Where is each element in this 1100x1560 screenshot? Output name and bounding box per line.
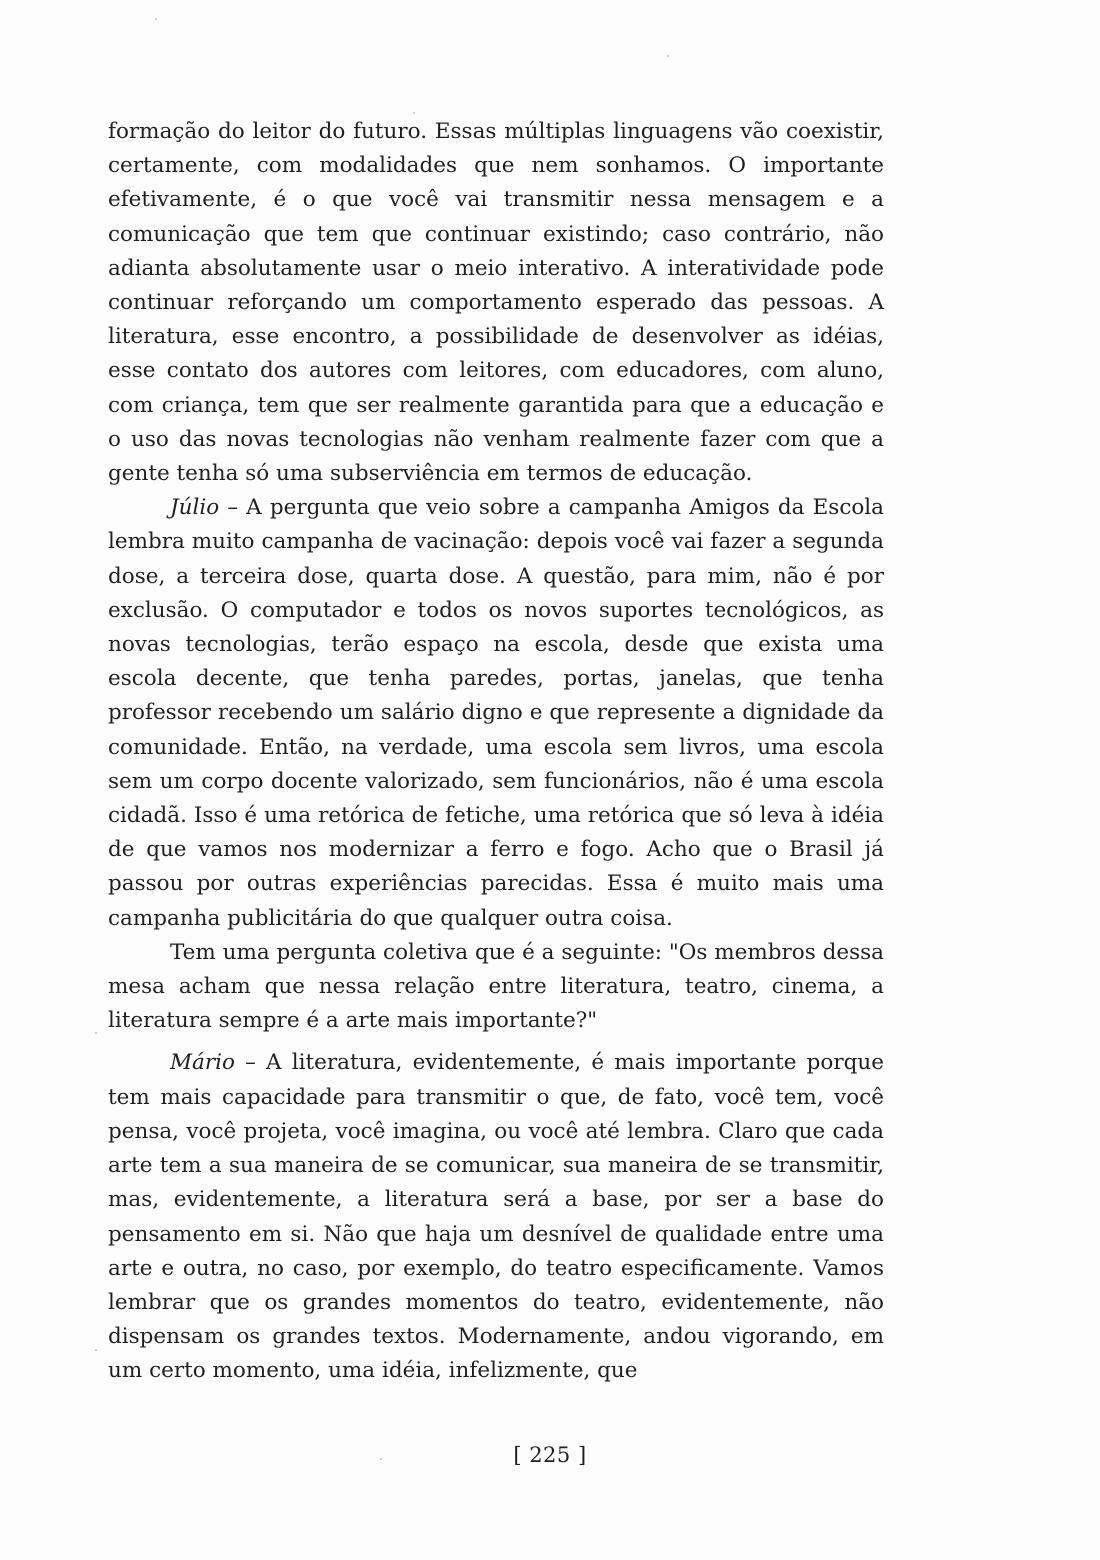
scan-speck (95, 1349, 97, 1351)
paragraph-text: – A literatura, evidentemente, é mais importante porque tem mais capacidade para transmitir o que, de fato, você tem, você pensa, você projeta, você imagina, ou você até lembra. Claro que cada arte tem a sua maneira de se comunicar, sua maneira de se transmitir, mas, evidentemente, a literatura será a base, por ser a base do pensamento em si. Não que haja um desnível de qualidade entre uma arte e outra, no caso, por exemplo, do teatro especificamente. Vamos lembrar que os grandes momentos do teatro, evidentemente, não dispensam os grandes textos. Modernamente, andou vigorando, em um certo momento, uma idéia, infelizmente, que (108, 1050, 884, 1384)
scan-speck (380, 1458, 382, 1460)
paragraph-text: formação do leitor do futuro. Essas múltiplas linguagens vão coexistir, certamente, com modalidades que nem sonhamos. O importante efetivamente, é o que você vai transmitir nessa mensagem e a comunicação que tem que continuar existindo; caso contrário, não adianta absolutamente usar o meio interativo. A interatividade pode continuar reforçando um comportamento esperado das pessoas. A literatura, esse encontro, a possibilidade de desenvolver as idéias, esse contato dos autores com leitores, com educadores, com aluno, com criança, tem que ser realmente garantida para que a educação e o uso das novas tecnologias não venham realmente fazer com que a gente tenha só uma subserviência em termos de educação. (108, 119, 884, 487)
paragraph-text: Tem uma pergunta coletiva que é a seguinte: "Os membros dessa mesa acham que nessa relação entre literatura, teatro, cinema, a literatura sempre é a arte mais importante?" (108, 939, 884, 1034)
speaker-name: Mário (170, 1050, 235, 1076)
paragraph-mario (108, 1046, 884, 1388)
paragraph-julio (108, 491, 884, 936)
scan-speck (667, 55, 669, 57)
page-number: [ 225 ] (513, 1443, 587, 1467)
scan-speck (155, 18, 157, 20)
paragraph-question (108, 936, 884, 1039)
body-text (108, 115, 884, 1389)
scan-speck (413, 112, 415, 114)
speaker-name: Júlio (170, 495, 220, 521)
paragraph-text: – A pergunta que veio sobre a campanha Amigos da Escola lembra muito campanha de vacinação: depois você vai fazer a segunda dose, a terceira dose, quarta dose. A questão, para mim, não é por exclusão. O computador e todos os novos suportes tecnológicos, as novas tecnologias, terão espaço na escola, desde que exista uma escola decente, que tenha paredes, portas, janelas, que tenha professor recebendo um salário digno e que represente a dignidade da comunidade. Então, na verdade, uma escola sem livros, uma escola sem um corpo docente valorizado, sem funcionários, não é uma escola cidadã. Isso é uma retórica de fetiche, uma retórica que só leva à idéia de que vamos nos modernizar a ferro e fogo. Acho que o Brasil já passou por outras experiências parecidas. Essa é muito mais uma campanha publicitária do que qualquer outra coisa. (108, 495, 884, 931)
paragraph-continuation (108, 115, 884, 491)
scan-speck (95, 1032, 97, 1034)
